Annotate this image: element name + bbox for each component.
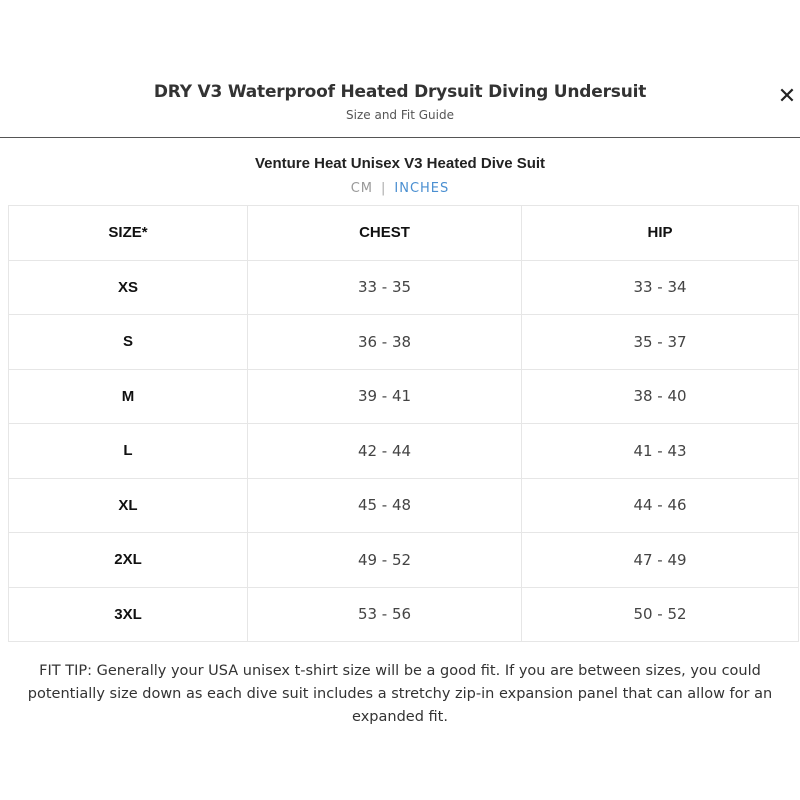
hip-cell: 35 - 37 <box>522 315 799 370</box>
chest-cell: 45 - 48 <box>248 478 522 533</box>
unit-separator: | <box>381 181 387 196</box>
chest-cell: 53 - 56 <box>248 587 522 642</box>
chest-cell: 36 - 38 <box>248 315 522 370</box>
unit-cm-option[interactable]: CM <box>350 181 373 196</box>
unit-inches-option[interactable]: INCHES <box>394 181 450 196</box>
table-row <box>9 478 799 533</box>
size-cell: S <box>9 315 248 370</box>
chest-cell: 49 - 52 <box>248 533 522 588</box>
size-cell: L <box>9 424 248 479</box>
table-header-row <box>9 206 799 261</box>
table-row <box>9 424 799 479</box>
modal-title: DRY V3 Waterproof Heated Drysuit Diving Undersuit <box>153 82 647 102</box>
table-row <box>9 260 799 315</box>
column-header-chest: CHEST <box>248 206 522 261</box>
modal-header <box>0 0 800 138</box>
size-cell: 2XL <box>9 533 248 588</box>
column-header-size: SIZE* <box>9 206 248 261</box>
modal-subtitle: Size and Fit Guide <box>346 108 454 122</box>
table-row <box>9 533 799 588</box>
hip-cell: 33 - 34 <box>522 260 799 315</box>
chest-cell: 33 - 35 <box>248 260 522 315</box>
size-cell: 3XL <box>9 587 248 642</box>
hip-cell: 50 - 52 <box>522 587 799 642</box>
column-header-hip: HIP <box>522 206 799 261</box>
table-row <box>9 315 799 370</box>
size-chart-title: Venture Heat Unisex V3 Heated Dive Suit <box>254 155 546 172</box>
chest-cell: 39 - 41 <box>248 369 522 424</box>
hip-cell: 38 - 40 <box>522 369 799 424</box>
hip-cell: 41 - 43 <box>522 424 799 479</box>
table-row <box>9 587 799 642</box>
fit-tip-text: FIT TIP: Generally your USA unisex t-shirt size will be a good fit. If you are between sizes, you could potentially size down as each dive suit includes a stretchy zip-in expansion panel that can allow for an expanded fit. <box>27 663 773 725</box>
size-cell: XS <box>9 260 248 315</box>
hip-cell: 44 - 46 <box>522 478 799 533</box>
size-cell: M <box>9 369 248 424</box>
close-icon[interactable]: ✕ <box>777 84 797 109</box>
chest-cell: 42 - 44 <box>248 424 522 479</box>
unit-toggle <box>0 181 800 196</box>
size-cell: XL <box>9 478 248 533</box>
size-table <box>8 205 799 642</box>
hip-cell: 47 - 49 <box>522 533 799 588</box>
table-row <box>9 369 799 424</box>
